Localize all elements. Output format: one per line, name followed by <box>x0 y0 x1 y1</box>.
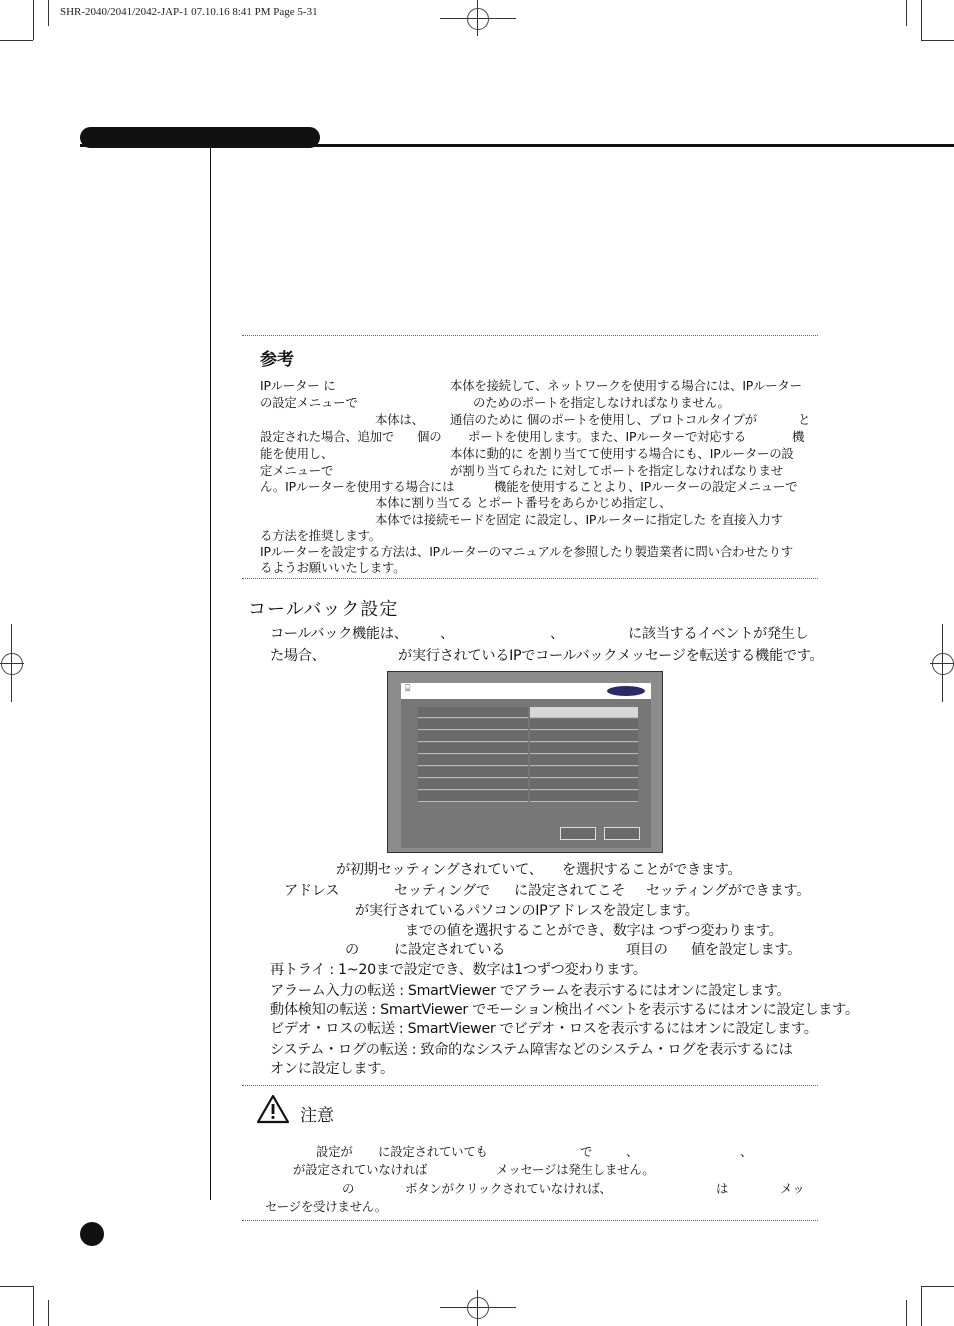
setting-item-line: ビデオ・ロスの転送 : SmartViewer でビデオ・ロスを表示するにはオンに設定します。 <box>270 1021 818 1037</box>
note-line: 機 <box>792 429 805 444</box>
caution-line: は <box>716 1181 729 1196</box>
note-line: 機能を使用することより、IPルーターの設定メニューで <box>494 479 798 494</box>
menu-row <box>418 791 638 802</box>
note-line: 本体に動的に を割り当てて使用する場合にも、IPルーターの設 <box>450 446 794 461</box>
note-line: 通信のために 個のポートを使用し、プロトコルタイプが <box>450 412 757 427</box>
intro-line: に該当するイベントが発生し <box>628 626 809 642</box>
intro-line: 、 <box>440 626 454 642</box>
note-top-divider <box>242 335 818 336</box>
caution-line: メッセージは発生しません。 <box>496 1162 655 1177</box>
page-marker <box>80 1222 104 1246</box>
samsung-logo <box>607 686 645 696</box>
header-rule <box>80 144 954 147</box>
intro-line: が実行されているIPでコールバックメッセージを転送する機能です。 <box>398 648 824 664</box>
note-line: 定メニューで <box>260 463 334 478</box>
note-line: る方法を推奨します。 <box>260 528 381 543</box>
setting-item-line: を選択することができます。 <box>562 862 742 878</box>
setting-item-line: に設定されてこそ <box>514 883 626 899</box>
note-heading: 参考 <box>260 350 294 370</box>
caution-line: 設定が <box>316 1144 353 1159</box>
caution-line: メッ <box>780 1181 805 1196</box>
setting-item-line: オンに設定します。 <box>270 1061 394 1077</box>
caution-heading: 注意 <box>300 1106 334 1126</box>
menu-row <box>418 767 638 778</box>
menu-row <box>418 743 638 754</box>
callback-setup-screenshot <box>387 671 663 853</box>
setting-item-line: 再トライ : 1~20まで設定でき、数字は1つずつ変わります。 <box>270 962 647 978</box>
caution-line: ボタンがクリックされていなければ、 <box>405 1181 612 1196</box>
setting-item-line: 項目の <box>626 942 668 958</box>
note-line: が割り当てられた に対してポートを指定しなければなりませ <box>450 463 783 478</box>
setting-item-line: アラーム入力の転送 : SmartViewer でアラームを表示するにはオンに設定します。 <box>270 983 791 999</box>
menu-row <box>418 779 638 790</box>
setting-item-line: システム・ログの転送 : 致命的なシステム障害などのシステム・ログを表示するには <box>270 1042 793 1058</box>
menu-row <box>418 755 638 766</box>
caution-line: 、 <box>626 1144 639 1159</box>
setting-item-line: が初期セッティングされていて、 <box>336 862 543 878</box>
menu-row <box>418 719 638 730</box>
note-line: のためのポートを指定しなければなりません。 <box>473 395 730 410</box>
setting-item-line: アドレス <box>284 883 340 899</box>
caution-line: が設定されていなければ <box>293 1162 428 1177</box>
note-line: ん。IPルーターを使用する場合には <box>260 479 455 494</box>
note-line: 本体は、 <box>375 412 424 427</box>
screenshot-menu-panel <box>401 699 651 848</box>
note-line: るようお願いいたします。 <box>260 560 406 575</box>
intro-line: た場合、 <box>270 648 326 664</box>
network-icon: ⌸ <box>405 684 411 694</box>
caution-line: に設定されていても <box>378 1144 488 1159</box>
warning-triangle-icon <box>256 1094 290 1124</box>
caution-line: の <box>342 1181 355 1196</box>
note-line: と <box>798 412 811 427</box>
note-line: の設定メニューで <box>260 395 358 410</box>
setting-item-line: までの値を選択することができ、数字は つずつ変わります。 <box>405 923 783 939</box>
setting-item-line: に設定されている <box>394 942 506 958</box>
menu-row <box>418 707 638 718</box>
note-bottom-divider <box>242 578 818 579</box>
menu-row <box>418 731 638 742</box>
caution-line: 、 <box>740 1144 753 1159</box>
note-line: 本体を接続して、ネットワークを使用する場合には、IPルーター <box>450 378 802 393</box>
setting-item-line: セッティングで <box>394 883 490 899</box>
setting-item-line: 動体検知の転送 : SmartViewer でモーション検出イベントを表示するにはオンに設定します。 <box>270 1002 859 1018</box>
intro-line: コールバック機能は、 <box>270 626 408 642</box>
caution-top-divider <box>242 1085 818 1086</box>
setting-item-line: の <box>345 942 359 958</box>
intro-line: 、 <box>550 626 564 642</box>
running-head: SHR-2040/2041/2042-JAP-1 07.10.16 8:41 PM Page 5-31 <box>60 6 318 18</box>
note-line: 本体に割り当てる とポート番号をあらかじめ指定し、 <box>375 495 672 510</box>
ok-button <box>560 827 596 840</box>
note-line: 能を使用し、 <box>260 446 334 461</box>
setting-item-line: セッティングができます。 <box>646 883 811 899</box>
screenshot-titlebar <box>401 683 651 699</box>
cancel-button <box>604 827 640 840</box>
section-heading: コールバック設定 <box>248 599 399 620</box>
margin-rule <box>210 148 211 1200</box>
caution-line: で <box>580 1144 593 1159</box>
setting-item-line: 値を設定します。 <box>691 942 801 958</box>
caution-line: セージを受けません。 <box>265 1199 387 1214</box>
note-line: IPルーターを設定する方法は、IPルーターのマニュアルを参照したり製造業者に問い合わせたりす <box>260 544 793 559</box>
note-line: 本体では接続モードを固定 に設定し、IPルーターに指定した を直接入力す <box>375 512 783 527</box>
note-line: 設定された場合、追加で <box>260 429 395 444</box>
note-line: ポートを使用します。また、IPルーターで対応する <box>468 429 746 444</box>
note-line: 個の <box>417 429 442 444</box>
setting-item-line: が実行されているパソコンのIPアドレスを設定します。 <box>355 903 699 919</box>
caution-bottom-divider <box>242 1220 818 1221</box>
note-line: IPルーター に <box>260 378 336 393</box>
